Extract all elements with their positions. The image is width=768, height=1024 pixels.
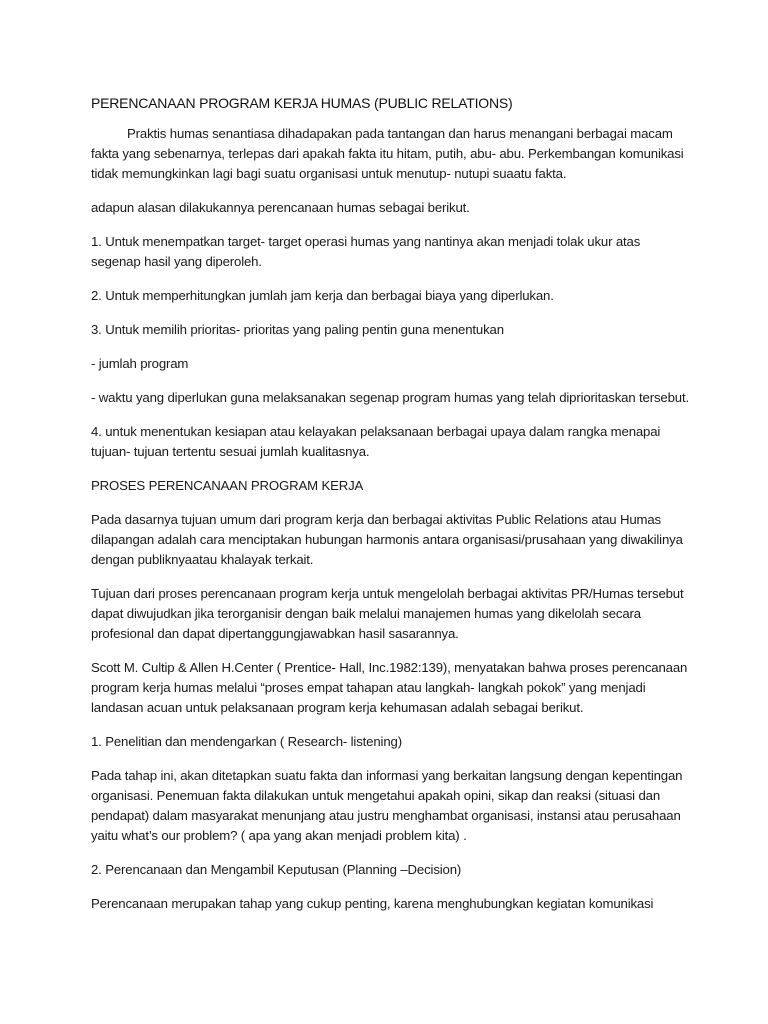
cutlip-center-paragraph: Scott M. Cultip & Allen H.Center ( Prentice- Hall, Inc.1982:139), menyatakan bahwa proses perencanaan program kerja humas melalui “proses empat tahapan atau langkah- langkah pokok” yang menjadi landasan acuan untuk pelaksanaan program kerja kehumasan adalah sebagai berikut. <box>91 660 688 715</box>
reason-item-3: 3. Untuk memilih prioritas- prioritas yang paling pentin guna menentukan <box>91 322 504 337</box>
step-1-heading: 1. Penelitian dan mendengarkan ( Research- listening) <box>91 734 402 749</box>
bullet-item-program: - jumlah program <box>91 356 189 371</box>
document-body <box>91 94 691 928</box>
intro-paragraph: Praktis humas senantiasa dihadapakan pada tantangan dan harus menangani berbagai macam fakta yang sebenarnya, terlepas dari apakah fakta itu hitam, putih, abu- abu. Perkembangan komunikasi tidak memungkinkan lagi bagi suatu organisasi untuk menutup- nutupi suaatu fakta. <box>91 126 684 181</box>
section-heading-process: PROSES PERENCANAAN PROGRAM KERJA <box>91 478 364 493</box>
step-2-heading: 2. Perencanaan dan Mengambil Keputusan (Planning –Decision) <box>91 862 462 877</box>
process-paragraph-2: Tujuan dari proses perencanaan program kerja untuk mengelolah berbagai aktivitas PR/Humas tersebut dapat diwujudkan jika terorganisir dengan baik melalui manajemen humas yang dikelolah secara profesional dan dapat dipertanggungjawabkan hasil sasarannya. <box>91 586 684 641</box>
bullet-item-time: - waktu yang diperlukan guna melaksanakan segenap program humas yang telah diprioritaskan tersebut. <box>91 390 690 405</box>
reasons-intro: adapun alasan dilakukannya perencanaan humas sebagai berikut. <box>91 200 470 215</box>
reason-item-4: 4. untuk menentukan kesiapan atau kelayakan pelaksanaan berbagai upaya dalam rangka menapai tujuan- tujuan tertentu sesuai jumlah kualitasnya. <box>91 424 661 459</box>
document-title: PERENCANAAN PROGRAM KERJA HUMAS (PUBLIC RELATIONS) <box>91 95 513 111</box>
step-2-paragraph: Perencanaan merupakan tahap yang cukup penting, karena menghubungkan kegiatan komunikasi <box>91 896 654 911</box>
reason-item-1: 1. Untuk menempatkan target- target operasi humas yang nantinya akan menjadi tolak ukur atas segenap hasil yang diperoleh. <box>91 234 641 269</box>
step-1-paragraph: Pada tahap ini, akan ditetapkan suatu fakta dan informasi yang berkaitan langsung dengan kepentingan organisasi. Penemuan fakta dilakukan untuk mengetahui apakah opini, sikap dan reaksi (situasi dan pendapat) dalam masyarakat menunjang atau justru menghambat organisasi, instansi atau perusahaan yaitu what’s our problem? ( apa yang akan menjadi problem kita) . <box>91 768 683 843</box>
reason-item-2: 2. Untuk memperhitungkan jumlah jam kerja dan berbagai biaya yang diperlukan. <box>91 288 554 303</box>
process-paragraph-1: Pada dasarnya tujuan umum dari program kerja dan berbagai aktivitas Public Relations atau Humas dilapangan adalah cara menciptakan hubungan harmonis antara organisasi/prusahaan yang diwakilinya dengan publiknyaatau khalayak terkait. <box>91 512 683 567</box>
